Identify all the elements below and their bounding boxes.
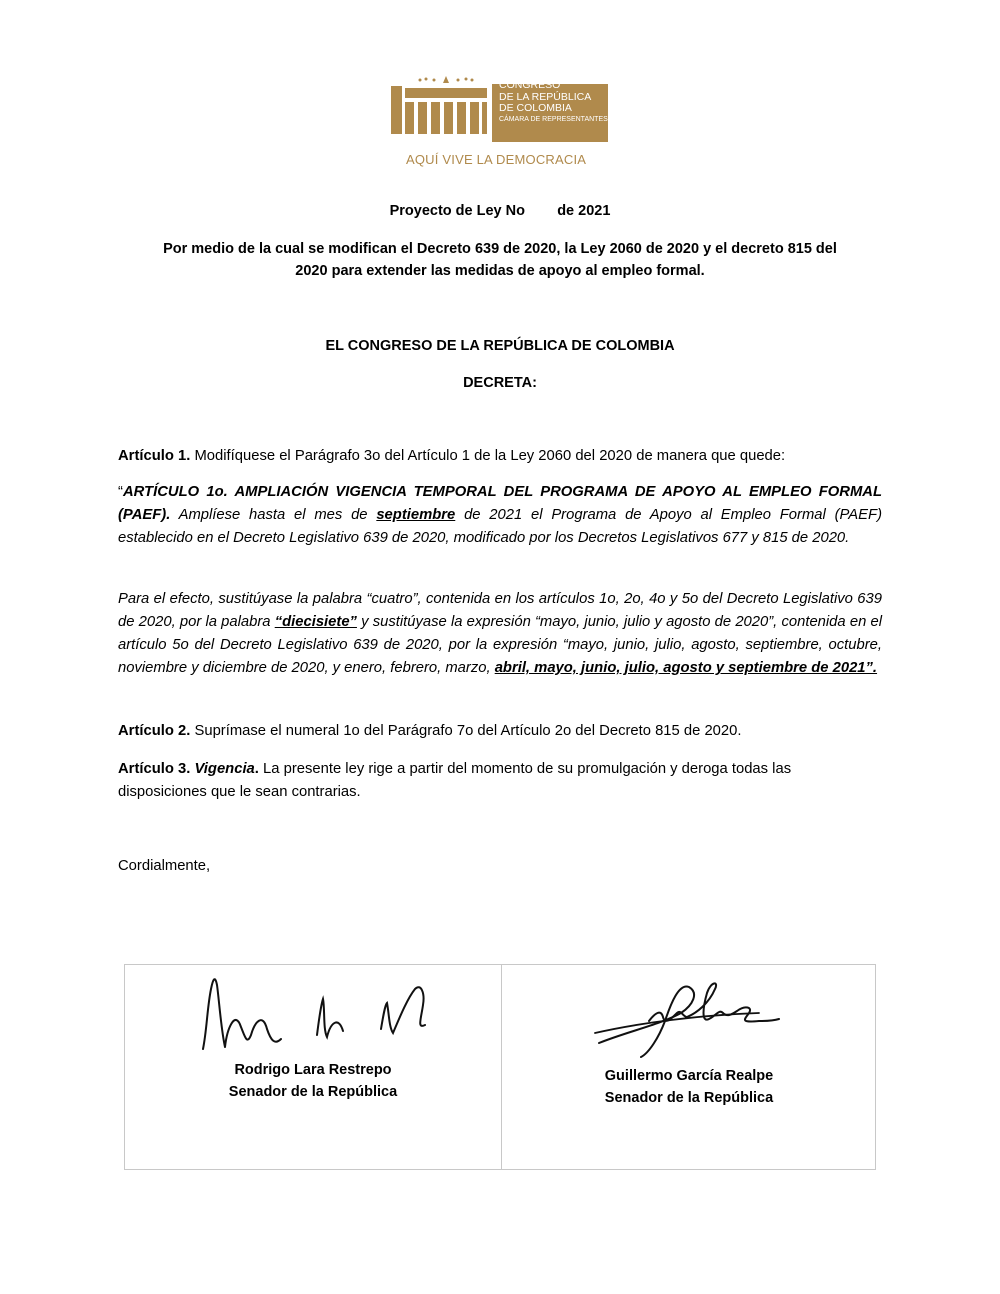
law-title-line-1: Por medio de la cual se modifican el Decreto 639 de 2020, la Ley 2060 de 2020 y el decreto 815 del <box>163 241 837 257</box>
paragraph-2-text-b: y sustitúyase la expresión “mayo, junio, julio y agosto de 2020”, contenida en el artículo 5o del Decreto Legislativo 639 de 2020, por la expresión “mayo, junio, julio, agosto, septiembre, octubre, noviembre y diciembre de 2020, y enero, febrero, marzo, <box>118 614 882 676</box>
logo-line-4: CÁMARA DE REPRESENTANTES <box>499 115 608 123</box>
logo-tagline: AQUÍ VIVE LA DEMOCRACIA <box>406 152 587 167</box>
project-number: Proyecto de Ley No de 2021 <box>389 203 611 219</box>
article-1-quoted-paragraph-1 <box>118 481 882 550</box>
congress-heading: EL CONGRESO DE LA REPÚBLICA DE COLOMBIA <box>325 338 675 354</box>
article-3 <box>118 758 882 804</box>
signer-2-name: Guillermo García Realpe <box>604 1068 774 1084</box>
logo-line-1: CONGRESO <box>499 79 561 91</box>
paragraph-2-text-a: Para el efecto, sustitúyase la palabra “cuatro”, contenida en los artículos 1o, 2o, 4o y 5o del Decreto Legislativo 639 de 2020, por la palabra <box>118 591 882 630</box>
article-3-label: Artículo 3. <box>118 761 191 777</box>
underlined-diecisiete: “diecisiete” <box>274 614 357 630</box>
article-3-text: La presente ley rige a partir del momento de su promulgación y deroga todas las disposiciones que le sean contrarias. <box>118 761 792 800</box>
congress-logo <box>388 70 610 170</box>
quoted-article-heading: ARTÍCULO 1o. AMPLIACIÓN VIGENCIA TEMPORAL DEL PROGRAMA DE APOYO AL EMPLEO FORMAL (PAEF). <box>118 484 882 523</box>
handwritten-signature-1 <box>195 969 435 1057</box>
signer-1-name: Rodrigo Lara Restrepo <box>234 1062 392 1078</box>
signer-2-role: Senador de la República <box>604 1090 774 1106</box>
underlined-septiembre: septiembre <box>376 507 456 523</box>
signature-table <box>124 964 876 1170</box>
article-3-subtitle: Vigencia <box>194 761 255 777</box>
paragraph-1-text-a: Amplíese hasta el mes de <box>170 507 377 523</box>
article-1-text: Modifíquese el Parágrafo 3o del Artículo 1 de la Ley 2060 del 2020 de manera que quede: <box>190 448 786 464</box>
logo-line-2: DE LA REPÚBLICA <box>499 90 592 103</box>
article-2-label: Artículo 2. <box>118 723 191 739</box>
logo-wordmark <box>499 80 609 124</box>
article-3-dot: . <box>254 761 259 777</box>
decreta-heading: DECRETA: <box>463 375 537 391</box>
signature-cell-1 <box>125 965 501 1169</box>
underlined-months-2021: abril, mayo, junio, julio, agosto y septiembre de 2021”. <box>494 660 878 676</box>
signer-1-role: Senador de la República <box>228 1084 398 1100</box>
article-2 <box>118 720 882 743</box>
closing: Cordialmente, <box>118 858 211 874</box>
open-quote: “ <box>118 484 123 500</box>
article-1-intro <box>118 445 882 468</box>
article-2-text: Suprímase el numeral 1o del Parágrafo 7o del Artículo 2o del Decreto 815 de 2020. <box>190 723 742 739</box>
article-1-quoted-paragraph-2 <box>118 588 882 680</box>
logo-line-3: DE COLOMBIA <box>499 102 572 114</box>
article-1-label: Artículo 1. <box>118 448 191 464</box>
paragraph-1-text-b: de 2021 el Programa de Apoyo al Empleo Formal (PAEF) establecido en el Decreto Legislativo 639 de 2020, modificado por los Decretos Legislativos 677 y 815 de 2020. <box>118 507 882 546</box>
law-title <box>118 238 882 282</box>
handwritten-signature-2 <box>589 973 789 1063</box>
law-title-line-2: 2020 para extender las medidas de apoyo al empleo formal. <box>295 263 705 279</box>
signature-cell-2 <box>501 965 877 1169</box>
